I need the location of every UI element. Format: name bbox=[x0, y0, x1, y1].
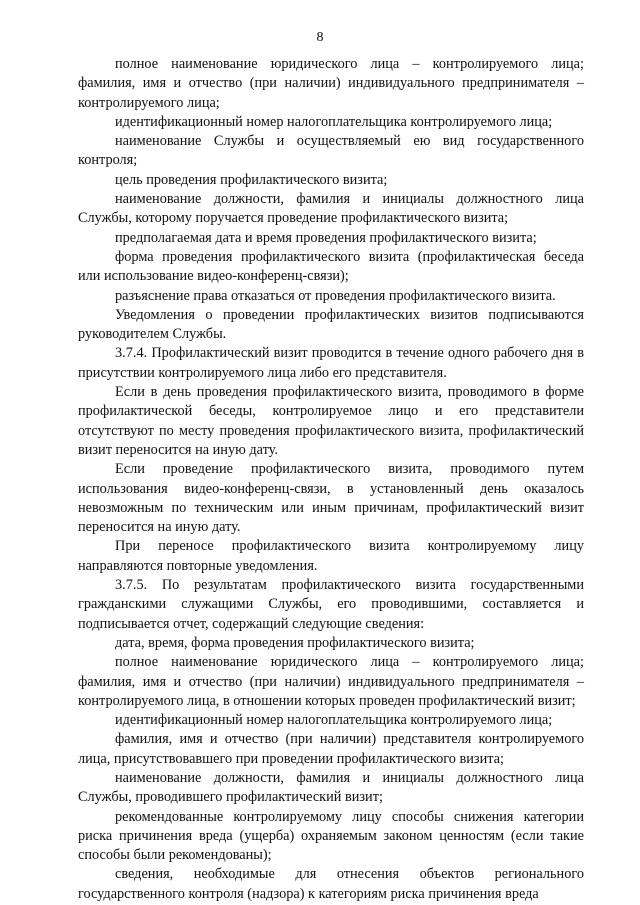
paragraph: наименование должности, фамилия и инициалы должностного лица Службы, проводившего профилактический визит; bbox=[78, 769, 584, 806]
document-body bbox=[78, 55, 584, 904]
paragraph: идентификационный номер налогоплательщика контролируемого лица; bbox=[115, 712, 553, 729]
paragraph: предполагаемая дата и время проведения профилактического визита; bbox=[115, 229, 537, 246]
paragraph: Уведомления о проведении профилактических визитов подписываются руководителем Службы. bbox=[78, 306, 584, 343]
paragraph: рекомендованные контролируемому лицу способы снижения категории риска причинения вреда (ущерба) охраняемым законом ценностям (если такие способы были рекомендованы); bbox=[78, 808, 584, 864]
paragraph: 3.7.4. Профилактический визит проводится в течение одного рабочего дня в присутствии контролируемого лица либо его представителя. bbox=[78, 345, 584, 381]
paragraph: полное наименование юридического лица – контролируемого лица; фамилия, имя и отчество (при наличии) индивидуального предпринимателя – контролируемого лица; bbox=[78, 56, 584, 111]
paragraph: Если в день проведения профилактического визита, проводимого в форме профилактической беседы, контролируемое лицо и его представители отсутствуют по месту проведения профилактического визита, профилактический визит переносится на иную дату. bbox=[78, 384, 584, 458]
paragraph: фамилия, имя и отчество (при наличии) представителя контролируемого лица, присутствовавшего при проведении профилактического визита; bbox=[78, 731, 584, 767]
paragraph: сведения, необходимые для отнесения объектов регионального государственного контроля (надзора) к категориям риска причинения вреда bbox=[78, 866, 584, 902]
paragraph: При переносе профилактического визита контролируемому лицу направляются повторные уведомления. bbox=[78, 538, 584, 574]
page-number: 8 bbox=[316, 30, 324, 45]
paragraph: разъяснение права отказаться от проведения профилактического визита. bbox=[115, 287, 556, 304]
paragraph: цель проведения профилактического визита; bbox=[115, 171, 388, 188]
paragraph: полное наименование юридического лица – контролируемого лица; фамилия, имя и отчество (при наличии) индивидуального предпринимателя – контролируемого лица, в отношении которых проведен профилактический визит; bbox=[78, 654, 584, 709]
paragraph: наименование Службы и осуществляемый ею вид государственного контроля; bbox=[78, 133, 584, 169]
paragraph: форма проведения профилактического визита (профилактическая беседа или использование видео-конференц-связи); bbox=[78, 248, 584, 285]
paragraph: 3.7.5. По результатам профилактического визита государственными гражданскими служащими Службы, его проводившими, составляется и подписывается отчет, содержащий следующие сведения: bbox=[78, 577, 584, 632]
paragraph: дата, время, форма проведения профилактического визита; bbox=[115, 634, 475, 651]
paragraph: наименование должности, фамилия и инициалы должностного лица Службы, которому поручается проведение профилактического визита; bbox=[78, 191, 584, 227]
paragraph: Если проведение профилактического визита, проводимого путем использования видео-конференц-связи, в установленный день оказалось невозможным по техническим или иным причинам, профилактический визит переносится на иную дату. bbox=[78, 461, 584, 536]
paragraph: идентификационный номер налогоплательщика контролируемого лица; bbox=[115, 113, 553, 130]
